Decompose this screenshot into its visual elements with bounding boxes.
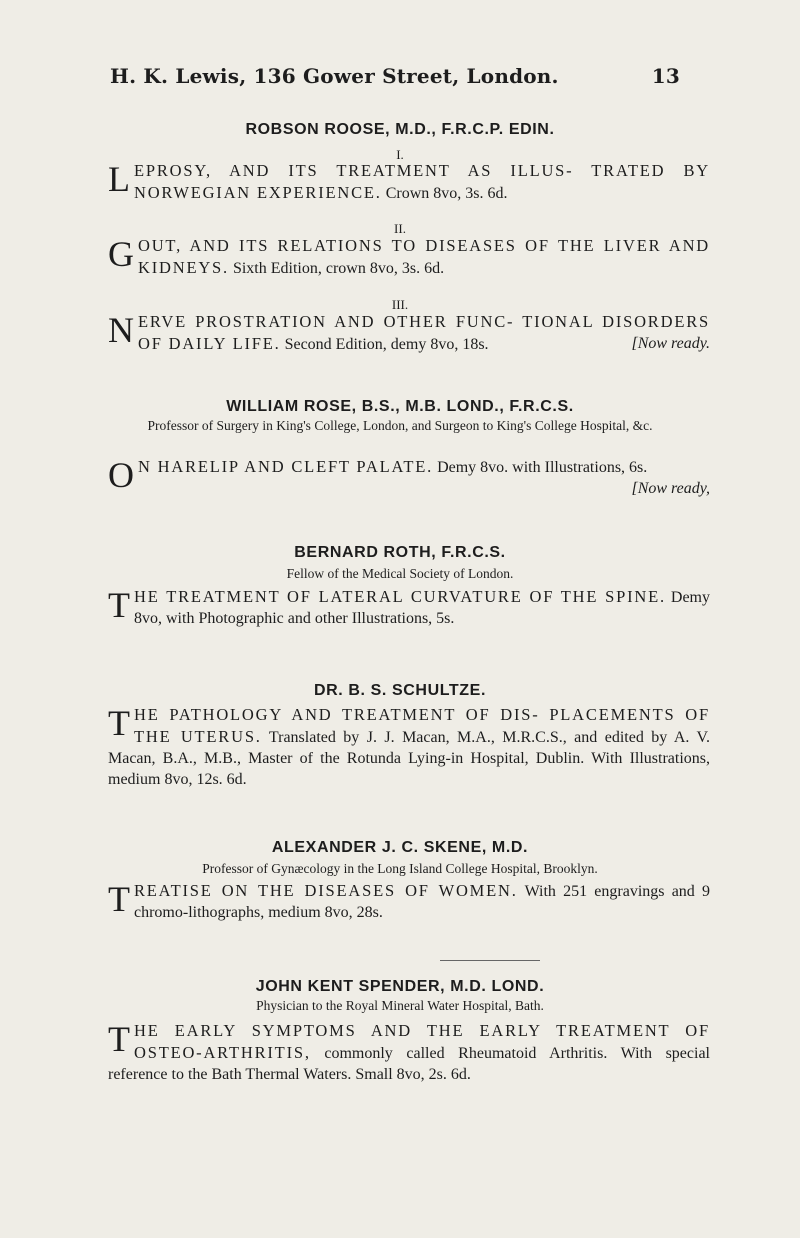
dropcap: T (108, 1019, 130, 1059)
author-heading: ROBSON ROOSE, M.D., F.R.C.P. EDIN. (245, 121, 555, 138)
book-details: With 251 engravings and 9 chromo-lithographs, medium 8vo, 28s. (134, 883, 710, 921)
book-title: REATISE ON THE DISEASES OF WOMEN. (134, 881, 518, 900)
book-title: ERVE PROSTRATION AND OTHER FUNC- TIONAL DISORDERS OF DAILY LIFE. (138, 312, 710, 353)
author-heading: DR. B. S. SCHULTZE. (314, 682, 486, 699)
book-details: commonly called Rheumatoid Arthritis. With special reference to the Bath Thermal Waters. Small 8vo, 2s. 6d. (108, 1045, 710, 1083)
work-numeral: I. (396, 147, 404, 162)
publication-status: [Now ready. (631, 335, 710, 352)
book-entry (108, 311, 710, 355)
book-details: Demy 8vo, with Photographic and other Illustrations, 5s. (134, 589, 710, 627)
author-affiliation: Fellow of the Medical Society of London. (286, 566, 514, 581)
author-affiliation: Physician to the Royal Mineral Water Hospital, Bath. (256, 998, 544, 1013)
dropcap: T (108, 585, 130, 625)
author-affiliation: Professor of Gynæcology in the Long Island College Hospital, Brooklyn. (202, 861, 598, 876)
dropcap: G (108, 234, 134, 274)
author-affiliation: Professor of Surgery in King's College, London, and Surgeon to King's College Hospital, &c. (147, 418, 653, 433)
book-entry (108, 235, 710, 279)
work-numeral: II. (394, 221, 406, 236)
book-title: EPROSY, AND ITS TREATMENT AS ILLUS- TRATED BY NORWEGIAN EXPERIENCE. (134, 161, 710, 202)
dropcap: T (108, 703, 130, 743)
book-entry (108, 704, 710, 790)
publication-status: [Now ready, (631, 480, 710, 497)
header-text: H. K. Lewis, 136 Gower Street, London. (110, 64, 559, 88)
page-number: 13 (651, 64, 680, 88)
dropcap: L (108, 159, 130, 199)
book-details: Demy 8vo. with Illustrations, 6s. (437, 459, 648, 476)
dropcap: N (108, 310, 134, 350)
book-title: OUT, AND ITS RELATIONS TO DISEASES OF THE LIVER AND KIDNEYS. (138, 236, 710, 277)
book-details: Translated by J. J. Macan, M.A., M.R.C.S., and edited by A. V. Macan, B.A., M.B., Master of the Rotunda Lying-in Hospital, Dublin. With Illustrations, medium 8vo, 12s. 6d. (108, 729, 711, 788)
book-entry (108, 586, 710, 629)
book-entry (108, 456, 710, 499)
book-title: N HARELIP AND CLEFT PALATE. (138, 457, 434, 476)
book-details: Second Edition, demy 8vo, 18s. (284, 336, 489, 353)
book-title: HE EARLY SYMPTOMS AND THE EARLY TREATMENT OF OSTEO-ARTHRITIS, (134, 1021, 710, 1062)
dropcap: T (108, 879, 130, 919)
author-heading: JOHN KENT SPENDER, M.D. LOND. (255, 978, 545, 995)
author-heading: WILLIAM ROSE, B.S., M.B. LOND., F.R.C.S. (226, 398, 574, 415)
author-heading: BERNARD ROTH, F.R.C.S. (294, 544, 506, 561)
book-entry (108, 1020, 710, 1085)
book-entry (108, 160, 710, 204)
work-numeral: III. (391, 297, 409, 312)
book-title: HE PATHOLOGY AND TREATMENT OF DIS- PLACEMENTS OF THE UTERUS. (134, 705, 710, 746)
author-heading: ALEXANDER J. C. SKENE, M.D. (271, 839, 529, 856)
running-header (110, 64, 680, 88)
book-details: Crown 8vo, 3s. 6d. (385, 185, 508, 202)
dropcap: O (108, 455, 134, 495)
book-entry (108, 880, 710, 923)
book-title: HE TREATMENT OF LATERAL CURVATURE OF THE SPINE. (134, 587, 666, 606)
book-details: Sixth Edition, crown 8vo, 3s. 6d. (232, 260, 445, 277)
section-rule (440, 960, 540, 961)
